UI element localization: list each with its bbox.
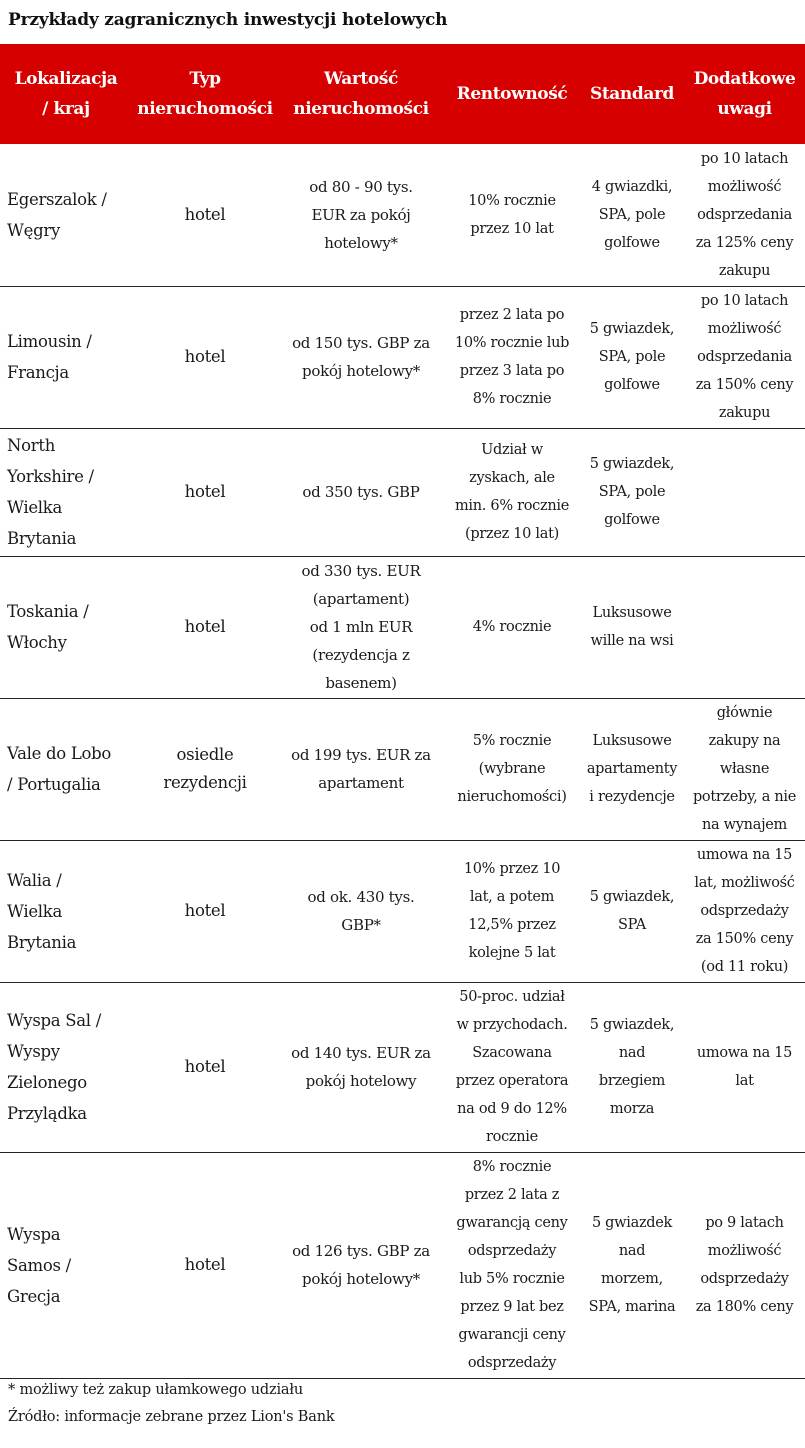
cell-location-line: Zielonego (7, 1073, 87, 1092)
table-row (0, 144, 805, 286)
cell-type-line: hotel (184, 1255, 226, 1274)
cell-value-line: pokój hotelowy (305, 1072, 417, 1090)
cell-value-line: basenem) (325, 674, 397, 692)
cell-value (278, 1152, 444, 1378)
cell-type (132, 428, 278, 556)
cell-yield-line: przez 3 lata po (459, 363, 565, 379)
cell-type-line: hotel (184, 901, 226, 920)
cell-location (0, 286, 132, 428)
cell-standard-line: morza (609, 1101, 655, 1117)
cell-standard-line: 5 gwiazdek, (589, 889, 675, 905)
header-notes-line: uwagi (717, 99, 772, 119)
cell-location-line: Wielka (7, 901, 63, 921)
footnote-source: Źródło: informacje zebrane przez Lion's Bank (8, 1409, 335, 1425)
cell-value-line: od 199 tys. EUR za (291, 746, 431, 764)
cell-notes-line: odsprzedaży (700, 1271, 789, 1287)
table-row (0, 556, 805, 698)
cell-yield-line: 50-proc. udział (459, 989, 565, 1005)
cell-yield-line: Szacowana (472, 1045, 552, 1061)
table-row (0, 840, 805, 982)
cell-type (132, 144, 278, 286)
cell-notes (684, 144, 805, 286)
cell-yield-line: zyskach, ale (469, 470, 555, 486)
cell-yield-line: min. 6% rocznie (454, 498, 570, 514)
cell-yield-line: gwarancją ceny (456, 1215, 568, 1231)
cell-standard-line: SPA (618, 917, 646, 933)
cell-notes-line: potrzeby, a nie (692, 789, 797, 805)
header-location (0, 44, 132, 144)
cell-yield-line: 10% przez 10 (463, 861, 561, 877)
table-row (0, 286, 805, 428)
header-value-line: nieruchomości (293, 99, 429, 119)
cell-standard-line: SPA, pole (598, 484, 666, 500)
cell-location (0, 428, 132, 556)
cell-location-line: Wyspy (7, 1042, 60, 1061)
cell-value-line: od 140 tys. EUR za (291, 1044, 431, 1062)
table-header-row (0, 44, 805, 144)
header-notes (684, 44, 805, 144)
cell-location-line: Przylądka (7, 1104, 87, 1123)
table-row (0, 428, 805, 556)
cell-type (132, 556, 278, 698)
cell-location (0, 982, 132, 1152)
cell-notes-line: odsprzedania (697, 206, 792, 223)
cell-yield-line: przez 2 lata z (464, 1187, 560, 1203)
cell-type (132, 1152, 278, 1378)
investments-table (0, 44, 805, 1379)
cell-value-line: GBP* (341, 916, 381, 934)
header-location-line: Lokalizacja (14, 69, 118, 89)
cell-standard-line: Luksusowe (592, 733, 672, 749)
cell-yield (444, 144, 580, 286)
footnote-fractional: * możliwy też zakup ułamkowego udziału (8, 1382, 303, 1398)
cell-standard-line: nad (618, 1045, 646, 1061)
table-row (0, 1152, 805, 1378)
header-yield-line: Rentowność (456, 84, 568, 104)
cell-value-line: pokój hotelowy* (302, 362, 420, 380)
cell-notes-line: za 180% ceny (695, 1299, 794, 1315)
header-standard (580, 44, 684, 144)
cell-location-line: Wyspa (7, 1224, 61, 1244)
cell-location-line: Limousin / (7, 332, 92, 351)
cell-standard-line: golfowe (604, 234, 660, 251)
cell-location-line: Samos / (7, 1255, 71, 1275)
cell-notes-line: możliwość (707, 321, 782, 337)
cell-yield (444, 982, 580, 1152)
cell-notes-line: lat (735, 1073, 754, 1089)
cell-type (132, 840, 278, 982)
header-notes-line: Dodatkowe (693, 69, 796, 89)
cell-yield-line: (przez 10 lat) (465, 526, 559, 542)
cell-type (132, 286, 278, 428)
cell-standard-line: brzegiem (598, 1073, 666, 1089)
cell-location-line: Yorkshire / (7, 467, 94, 486)
cell-yield-line: 5% rocznie (472, 733, 552, 749)
cell-yield-line: na od 9 do 12% (457, 1101, 567, 1117)
cell-location (0, 840, 132, 982)
cell-value (278, 556, 444, 698)
cell-yield-line: lub 5% rocznie (459, 1271, 565, 1287)
cell-value-line: od 350 tys. GBP (302, 483, 420, 501)
cell-yield (444, 556, 580, 698)
cell-value-line: od 126 tys. GBP za (292, 1242, 430, 1260)
cell-location-line: Węgry (7, 220, 60, 240)
cell-type-line: hotel (184, 617, 226, 636)
cell-value-line: (apartament) (312, 590, 410, 608)
cell-type-line: hotel (184, 1057, 226, 1076)
header-yield (444, 44, 580, 144)
cell-value-line: od 150 tys. GBP za (292, 334, 430, 352)
cell-location (0, 556, 132, 698)
cell-standard-line: SPA, pole (598, 206, 666, 223)
cell-yield (444, 428, 580, 556)
cell-yield-line: przez operatora (455, 1073, 569, 1089)
cell-type-line: osiedle (176, 745, 234, 764)
cell-value-line: EUR za pokój (311, 205, 411, 224)
cell-location (0, 698, 132, 840)
cell-notes-line: po 9 latach (705, 1215, 784, 1231)
cell-notes (684, 556, 805, 698)
header-value-line: Wartość (324, 69, 398, 89)
cell-yield-line: 10% rocznie (468, 192, 556, 209)
cell-notes-line: zakupy na (708, 733, 781, 749)
header-location-line: / kraj (42, 99, 90, 119)
cell-yield-line: 8% rocznie (472, 391, 552, 407)
cell-standard-line: 5 gwiazdek, (589, 456, 675, 472)
header-type-line: Typ (189, 69, 221, 89)
header-standard-line: Standard (589, 84, 675, 104)
cell-standard-line: 4 gwiazdki, (591, 178, 673, 195)
cell-notes-line: po 10 latach (700, 150, 789, 167)
cell-yield (444, 840, 580, 982)
cell-notes-line: zakupu (718, 262, 771, 279)
cell-value-line: (rezydencja z (312, 646, 410, 664)
cell-yield (444, 286, 580, 428)
cell-location-line: North (7, 436, 56, 455)
cell-location-line: Walia / (7, 870, 62, 890)
cell-standard (580, 1152, 684, 1378)
cell-notes (684, 698, 805, 840)
cell-yield (444, 698, 580, 840)
cell-value (278, 286, 444, 428)
cell-notes-line: za 150% ceny (695, 931, 794, 947)
cell-notes-line: głównie (716, 705, 773, 721)
cell-yield-line: kolejne 5 lat (468, 945, 556, 961)
table-body (0, 144, 805, 1378)
cell-standard-line: golfowe (604, 512, 660, 528)
cell-standard-line: 5 gwiazdek, (589, 1017, 675, 1033)
cell-notes-line: za 125% ceny (695, 234, 794, 251)
cell-yield-line: rocznie (486, 1129, 538, 1145)
cell-location-line: / Portugalia (7, 775, 101, 794)
cell-value-line: pokój hotelowy* (302, 1270, 420, 1288)
cell-value-line: od 80 - 90 tys. (309, 177, 413, 196)
cell-notes-line: odsprzedania (697, 349, 792, 365)
cell-notes-line: zakupu (718, 405, 771, 421)
header-type (132, 44, 278, 144)
table-row (0, 982, 805, 1152)
cell-notes-line: po 10 latach (700, 293, 789, 309)
table-row (0, 698, 805, 840)
cell-notes-line: (od 11 roku) (700, 959, 789, 975)
cell-notes-line: odsprzedaży (700, 903, 789, 919)
cell-type-line: hotel (184, 204, 226, 224)
cell-standard (580, 286, 684, 428)
cell-standard (580, 982, 684, 1152)
cell-standard (580, 698, 684, 840)
cell-standard-line: apartamenty (586, 761, 678, 777)
cell-standard-line: 5 gwiazdek, (589, 321, 675, 337)
cell-yield-line: przez 10 lat (470, 220, 554, 237)
cell-standard-line: morzem, (601, 1271, 663, 1287)
cell-yield-line: przez 9 lat bez (460, 1299, 564, 1315)
cell-value (278, 144, 444, 286)
cell-location (0, 1152, 132, 1378)
cell-yield-line: 10% rocznie lub (454, 335, 570, 351)
cell-yield-line: w przychodach. (456, 1017, 568, 1033)
cell-location-line: Francja (7, 363, 69, 382)
page-title: Przykłady zagranicznych inwestycji hotelowych (8, 10, 448, 30)
cell-location-line: Wyspa Sal / (7, 1011, 101, 1030)
cell-yield-line: odsprzedaży (467, 1243, 557, 1259)
cell-type (132, 982, 278, 1152)
cell-notes-line: własne (719, 761, 770, 777)
cell-yield-line: odsprzedaży (467, 1355, 557, 1371)
cell-value-line: od 1 mln EUR (309, 618, 413, 636)
cell-standard (580, 428, 684, 556)
cell-yield-line: przez 2 lata po (459, 307, 565, 323)
cell-location-line: Egerszalok / (7, 189, 107, 209)
cell-yield-line: Udział w (481, 442, 543, 458)
cell-yield-line: 4% rocznie (472, 619, 552, 635)
cell-yield-line: 8% rocznie (472, 1159, 552, 1175)
cell-standard (580, 556, 684, 698)
cell-value (278, 982, 444, 1152)
cell-notes-line: umowa na 15 (696, 1045, 793, 1061)
cell-value (278, 428, 444, 556)
cell-yield-line: (wybrane (478, 761, 546, 777)
cell-yield-line: 12,5% przez (468, 917, 556, 933)
cell-notes-line: za 150% ceny (695, 377, 794, 393)
cell-notes (684, 1152, 805, 1378)
cell-standard-line: wille na wsi (590, 633, 674, 649)
cell-notes-line: lat, możliwość (694, 875, 795, 891)
cell-standard-line: SPA, pole (598, 349, 666, 365)
header-type-line: nieruchomości (137, 99, 273, 119)
cell-standard-line: golfowe (604, 377, 660, 393)
cell-yield (444, 1152, 580, 1378)
cell-location-line: Włochy (7, 633, 67, 652)
cell-location-line: Toskania / (7, 602, 89, 621)
cell-standard-line: i rezydencje (589, 789, 675, 805)
cell-notes-line: możliwość (707, 178, 782, 195)
cell-value (278, 698, 444, 840)
cell-value (278, 840, 444, 982)
cell-standard (580, 144, 684, 286)
cell-location-line: Wielka (7, 498, 63, 517)
cell-value-line: od ok. 430 tys. (307, 888, 415, 906)
cell-standard-line: nad (618, 1243, 646, 1259)
cell-notes-line: na wynajem (701, 817, 787, 833)
cell-yield-line: lat, a potem (469, 889, 555, 905)
cell-yield-line: nieruchomości) (457, 789, 567, 805)
cell-type-line: hotel (184, 347, 226, 366)
cell-location-line: Grecja (7, 1286, 61, 1306)
cell-yield-line: gwarancji ceny (458, 1327, 566, 1343)
cell-standard-line: 5 gwiazdek (591, 1215, 673, 1231)
cell-location-line: Brytania (7, 932, 77, 952)
cell-type-line: rezydencji (163, 773, 247, 792)
cell-location-line: Brytania (7, 529, 77, 548)
cell-standard-line: SPA, marina (588, 1299, 676, 1315)
cell-location (0, 144, 132, 286)
cell-notes (684, 428, 805, 556)
cell-value-line: apartament (318, 774, 404, 792)
cell-notes (684, 840, 805, 982)
cell-notes-line: umowa na 15 (696, 847, 793, 863)
cell-notes (684, 286, 805, 428)
cell-location-line: Vale do Lobo (7, 744, 112, 763)
cell-standard-line: Luksusowe (592, 605, 672, 621)
cell-notes (684, 982, 805, 1152)
cell-value-line: hotelowy* (324, 233, 398, 252)
cell-standard (580, 840, 684, 982)
cell-value-line: od 330 tys. EUR (301, 562, 421, 580)
cell-type-line: hotel (184, 482, 226, 501)
cell-notes-line: możliwość (707, 1243, 782, 1259)
cell-type (132, 698, 278, 840)
header-value (278, 44, 444, 144)
